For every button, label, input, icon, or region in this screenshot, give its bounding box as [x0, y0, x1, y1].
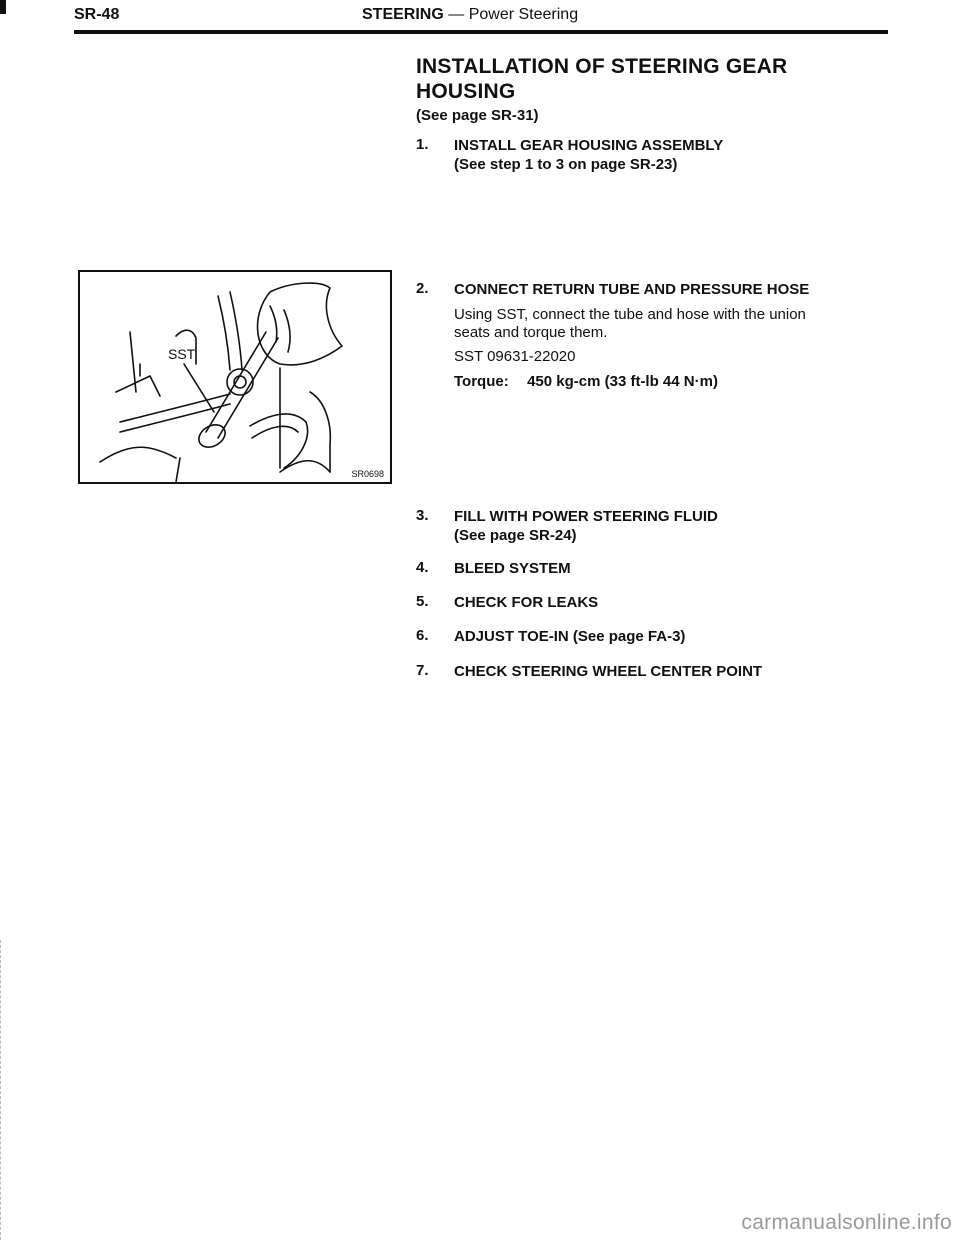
step-2-number: 2.	[416, 280, 429, 297]
sst-illustration	[78, 270, 392, 484]
step-2-text-line2: seats and torque them.	[454, 324, 608, 341]
step-3-title: FILL WITH POWER STEERING FLUID	[454, 508, 718, 525]
step-6-title: ADJUST TOE-IN (See page FA-3)	[454, 628, 686, 645]
step-2-text	[454, 306, 894, 342]
section-reference: (See page SR-31)	[416, 107, 539, 124]
header-section: STEERING	[362, 6, 444, 23]
step-2-text-line1: Using SST, connect the tube and hose with the union	[454, 306, 806, 323]
step-4-number: 4.	[416, 559, 429, 576]
figure-code: SR0698	[351, 469, 384, 479]
corner-mark	[0, 0, 6, 14]
step-2-torque	[454, 373, 894, 391]
header-dash: —	[448, 6, 465, 23]
header-rule	[74, 30, 888, 34]
step-7-title: CHECK STEERING WHEEL CENTER POINT	[454, 663, 763, 680]
running-header	[362, 6, 578, 24]
step-7-number: 7.	[416, 662, 429, 679]
step-1-reference: (See step 1 to 3 on page SR-23)	[454, 156, 678, 173]
step-3-reference: (See page SR-24)	[454, 527, 577, 544]
step-6-number: 6.	[416, 627, 429, 644]
torque-value: 450 kg-cm (33 ft-lb 44 N·m)	[527, 373, 718, 390]
step-2-title: CONNECT RETURN TUBE AND PRESSURE HOSE	[454, 281, 810, 298]
torque-label: Torque:	[454, 373, 509, 390]
step-4-title: BLEED SYSTEM	[454, 560, 571, 577]
step-3-number: 3.	[416, 507, 429, 524]
step-5-title: CHECK FOR LEAKS	[454, 594, 599, 611]
step-5-number: 5.	[416, 593, 429, 610]
section-heading	[416, 54, 787, 104]
section-heading-line1: INSTALLATION OF STEERING GEAR	[416, 55, 788, 78]
step-2-sst-number: SST 09631-22020	[454, 348, 576, 365]
header-subsection: Power Steering	[468, 6, 579, 23]
scan-edge-line	[0, 940, 2, 1240]
footer-watermark: carmanualsonline.info	[741, 1211, 952, 1234]
page-code: SR-48	[74, 6, 120, 23]
step-1-number: 1.	[416, 136, 429, 153]
figure-label-sst: SST	[168, 346, 196, 362]
step-1-title: INSTALL GEAR HOUSING ASSEMBLY	[454, 137, 724, 154]
section-heading-line2: HOUSING	[416, 80, 516, 103]
sst-illustration-drawing	[80, 272, 390, 482]
